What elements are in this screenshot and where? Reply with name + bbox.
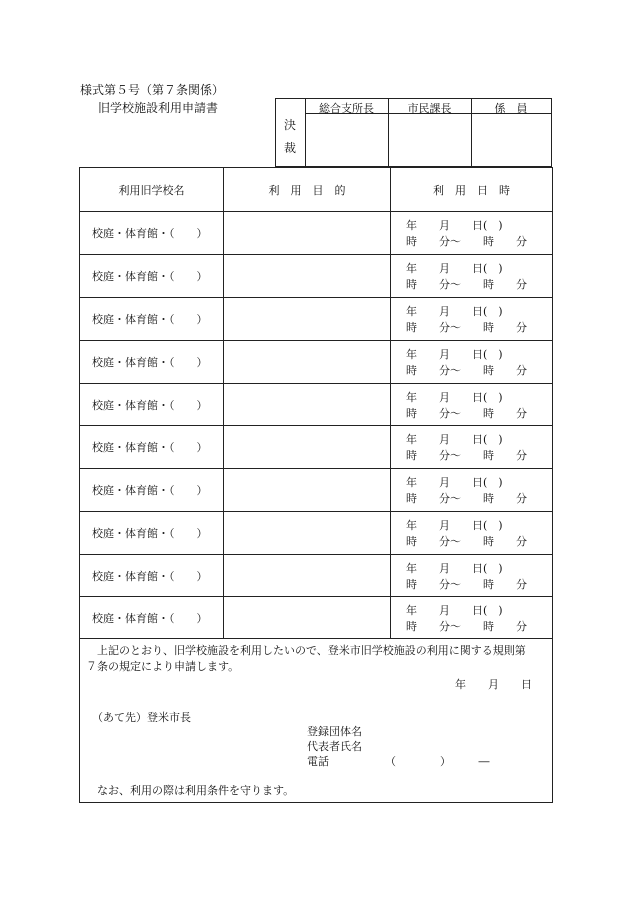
- purpose-field[interactable]: [224, 255, 390, 297]
- facility-choice[interactable]: 校庭・体育館・（ ）: [92, 570, 208, 583]
- form-style-number: 様式第５号（第７条関係）: [80, 83, 225, 97]
- declaration-line-2: ７条の規定により申請します。: [86, 660, 240, 673]
- phone-field[interactable]: （ ） ―: [385, 755, 490, 768]
- purpose-field[interactable]: [224, 212, 390, 254]
- purpose-field[interactable]: [224, 426, 390, 468]
- organization-label: 登録団体名: [307, 725, 362, 738]
- table-row: [80, 255, 552, 297]
- date-line[interactable]: 年 月 日( ): [406, 519, 503, 532]
- header-school: 利用旧学校名: [118, 184, 185, 197]
- facility-choice[interactable]: 校庭・体育館・（ ）: [92, 227, 208, 240]
- date-line[interactable]: 年 月 日( ): [406, 476, 503, 489]
- purpose-field[interactable]: [224, 512, 390, 554]
- facility-choice[interactable]: 校庭・体育館・（ ）: [92, 399, 208, 412]
- time-line[interactable]: 時 分～ 時 分: [406, 235, 527, 248]
- facility-choice[interactable]: 校庭・体育館・（ ）: [92, 441, 208, 454]
- purpose-field[interactable]: [224, 469, 390, 511]
- header-purpose: 利 用 目 的: [268, 184, 346, 197]
- approval-col-staff: 係 員: [494, 102, 528, 115]
- table-row: [80, 341, 552, 383]
- date-line[interactable]: 年 月 日( ): [406, 262, 503, 275]
- table-row: [80, 469, 552, 511]
- facility-choice[interactable]: 校庭・体育館・（ ）: [92, 527, 208, 540]
- time-line[interactable]: 時 分～ 時 分: [406, 492, 527, 505]
- approval-col-branch-manager: 総合支所長: [319, 102, 374, 115]
- time-line[interactable]: 時 分～ 時 分: [406, 278, 527, 291]
- declaration-line-1: 上記のとおり、旧学校施設を利用したいので、登米市旧学校施設の利用に関する規則第: [97, 644, 526, 657]
- facility-choice[interactable]: 校庭・体育館・（ ）: [92, 313, 208, 326]
- approval-col-section-chief: 市民課長: [407, 102, 452, 115]
- table-row: [80, 298, 552, 340]
- date-line[interactable]: 年 月 日( ): [406, 604, 503, 617]
- date-line[interactable]: 年 月 日( ): [406, 348, 503, 361]
- table-row: [80, 597, 552, 638]
- facility-choice[interactable]: 校庭・体育館・（ ）: [92, 356, 208, 369]
- time-line[interactable]: 時 分～ 時 分: [406, 321, 527, 334]
- table-row: [80, 384, 552, 425]
- approval-label-2: 裁: [284, 141, 297, 155]
- time-line[interactable]: 時 分～ 時 分: [406, 620, 527, 633]
- date-line[interactable]: 年 月 日( ): [406, 219, 503, 232]
- time-line[interactable]: 時 分～ 時 分: [406, 535, 527, 548]
- date-line[interactable]: 年 月 日( ): [406, 562, 503, 575]
- representative-label: 代表者氏名: [307, 740, 362, 753]
- approval-label-1: 決: [284, 118, 297, 132]
- facility-choice[interactable]: 校庭・体育館・（ ）: [92, 270, 208, 283]
- header-datetime: 利 用 日 時: [433, 184, 510, 197]
- time-line[interactable]: 時 分～ 時 分: [406, 449, 527, 462]
- closing-statement: なお、利用の際は利用条件を守ります。: [97, 784, 295, 797]
- application-table: [79, 167, 553, 803]
- table-row: [80, 212, 552, 254]
- purpose-field[interactable]: [224, 384, 390, 425]
- addressee: （あて先）登米市長: [92, 711, 191, 724]
- date-line[interactable]: 年 月 日( ): [406, 305, 503, 318]
- purpose-field[interactable]: [224, 298, 390, 340]
- purpose-field[interactable]: [224, 555, 390, 596]
- table-row: [80, 426, 552, 468]
- phone-label: 電話: [307, 755, 329, 768]
- form-title: 旧学校施設利用申請書: [98, 101, 219, 115]
- time-line[interactable]: 時 分～ 時 分: [406, 407, 527, 420]
- date-line[interactable]: 年 月 日( ): [406, 433, 503, 446]
- time-line[interactable]: 時 分～ 時 分: [406, 364, 527, 377]
- facility-choice[interactable]: 校庭・体育館・（ ）: [92, 484, 208, 497]
- purpose-field[interactable]: [224, 341, 390, 383]
- application-date[interactable]: 年 月 日: [455, 678, 532, 691]
- date-line[interactable]: 年 月 日( ): [406, 391, 503, 404]
- table-row: [80, 555, 552, 596]
- facility-choice[interactable]: 校庭・体育館・（ ）: [92, 612, 208, 625]
- purpose-field[interactable]: [224, 597, 390, 638]
- time-line[interactable]: 時 分～ 時 分: [406, 578, 527, 591]
- table-row: [80, 512, 552, 554]
- approval-box: [275, 98, 552, 167]
